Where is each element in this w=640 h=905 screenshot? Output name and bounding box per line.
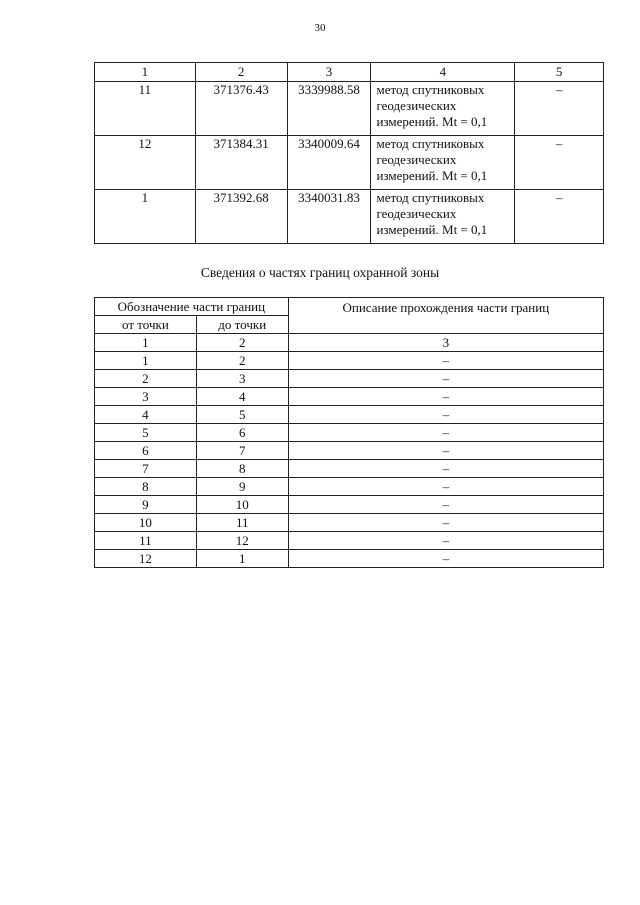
method-line: геодезических bbox=[376, 152, 457, 167]
column-number-cell: 5 bbox=[515, 63, 604, 82]
column-number-cell: 2 bbox=[195, 63, 287, 82]
description-cell: – bbox=[288, 424, 603, 442]
method-line: метод спутниковых bbox=[376, 136, 485, 151]
method-line: метод спутниковых bbox=[376, 82, 485, 97]
description-cell: – bbox=[288, 478, 603, 496]
table-row bbox=[95, 460, 604, 478]
from-point-cell: 4 bbox=[95, 406, 197, 424]
method-cell bbox=[371, 82, 515, 136]
from-point-cell: 11 bbox=[95, 532, 197, 550]
from-point-cell: 8 bbox=[95, 478, 197, 496]
from-point-cell: 5 bbox=[95, 424, 197, 442]
column-number-cell: 1 bbox=[95, 63, 196, 82]
y-coordinate-cell: 3340009.64 bbox=[287, 136, 371, 190]
to-point-cell: 9 bbox=[196, 478, 288, 496]
description-cell: – bbox=[288, 460, 603, 478]
point-cell: 1 bbox=[95, 190, 196, 244]
column-numbering-row bbox=[95, 334, 604, 352]
page-number: 30 bbox=[314, 22, 326, 34]
to-point-cell: 12 bbox=[196, 532, 288, 550]
to-point-cell: 1 bbox=[196, 550, 288, 568]
from-point-cell: 10 bbox=[95, 514, 197, 532]
description-cell: – bbox=[288, 388, 603, 406]
description-cell: – bbox=[288, 406, 603, 424]
method-line: метод спутниковых bbox=[376, 190, 485, 205]
column-number-cell: 2 bbox=[196, 334, 288, 352]
method-line: измерений. Mt = 0,1 bbox=[376, 114, 488, 129]
from-point-header: от точки bbox=[95, 316, 197, 334]
column-number-cell: 3 bbox=[288, 334, 603, 352]
to-point-cell: 7 bbox=[196, 442, 288, 460]
x-coordinate-cell: 371384.31 bbox=[195, 136, 287, 190]
description-cell: – bbox=[288, 370, 603, 388]
table-row bbox=[95, 424, 604, 442]
group-header-cell: Обозначение части границ bbox=[95, 298, 289, 316]
to-point-cell: 6 bbox=[196, 424, 288, 442]
table-row bbox=[95, 190, 604, 244]
from-point-cell: 3 bbox=[95, 388, 197, 406]
note-cell: – bbox=[515, 190, 604, 244]
to-point-cell: 11 bbox=[196, 514, 288, 532]
table-row bbox=[95, 82, 604, 136]
method-cell bbox=[371, 136, 515, 190]
table-row bbox=[95, 514, 604, 532]
table-row bbox=[95, 406, 604, 424]
to-point-cell: 2 bbox=[196, 352, 288, 370]
method-line: геодезических bbox=[376, 98, 457, 113]
coordinates-header-row bbox=[95, 63, 604, 82]
description-cell: – bbox=[288, 550, 603, 568]
point-cell: 12 bbox=[95, 136, 196, 190]
description-cell: – bbox=[288, 532, 603, 550]
section-title: Сведения о частях границ охранной зоны bbox=[200, 265, 440, 280]
table-row bbox=[95, 478, 604, 496]
boundary-parts-table bbox=[94, 297, 604, 568]
from-point-cell: 2 bbox=[95, 370, 197, 388]
description-cell: – bbox=[288, 352, 603, 370]
table-row bbox=[95, 352, 604, 370]
method-cell bbox=[371, 190, 515, 244]
method-line: измерений. Mt = 0,1 bbox=[376, 222, 488, 237]
method-line: измерений. Mt = 0,1 bbox=[376, 168, 488, 183]
from-point-cell: 1 bbox=[95, 352, 197, 370]
y-coordinate-cell: 3340031.83 bbox=[287, 190, 371, 244]
table-row bbox=[95, 370, 604, 388]
description-cell: – bbox=[288, 514, 603, 532]
description-cell: – bbox=[288, 496, 603, 514]
to-point-header: до точки bbox=[196, 316, 288, 334]
table-row bbox=[95, 442, 604, 460]
from-point-cell: 6 bbox=[95, 442, 197, 460]
description-header-cell: Описание прохождения части границ bbox=[288, 298, 603, 334]
description-cell: – bbox=[288, 442, 603, 460]
coordinates-table bbox=[94, 62, 604, 244]
from-point-cell: 9 bbox=[95, 496, 197, 514]
table-row bbox=[95, 136, 604, 190]
column-number-cell: 1 bbox=[95, 334, 197, 352]
table-row bbox=[95, 496, 604, 514]
x-coordinate-cell: 371376.43 bbox=[195, 82, 287, 136]
table-row bbox=[95, 388, 604, 406]
x-coordinate-cell: 371392.68 bbox=[195, 190, 287, 244]
point-cell: 11 bbox=[95, 82, 196, 136]
to-point-cell: 10 bbox=[196, 496, 288, 514]
method-line: геодезических bbox=[376, 206, 457, 221]
note-cell: – bbox=[515, 136, 604, 190]
note-cell: – bbox=[515, 82, 604, 136]
to-point-cell: 5 bbox=[196, 406, 288, 424]
from-point-cell: 12 bbox=[95, 550, 197, 568]
y-coordinate-cell: 3339988.58 bbox=[287, 82, 371, 136]
to-point-cell: 8 bbox=[196, 460, 288, 478]
from-point-cell: 7 bbox=[95, 460, 197, 478]
column-number-cell: 4 bbox=[371, 63, 515, 82]
to-point-cell: 4 bbox=[196, 388, 288, 406]
table-row bbox=[95, 550, 604, 568]
to-point-cell: 3 bbox=[196, 370, 288, 388]
column-number-cell: 3 bbox=[287, 63, 371, 82]
table-row bbox=[95, 532, 604, 550]
group-header-row bbox=[95, 298, 604, 316]
